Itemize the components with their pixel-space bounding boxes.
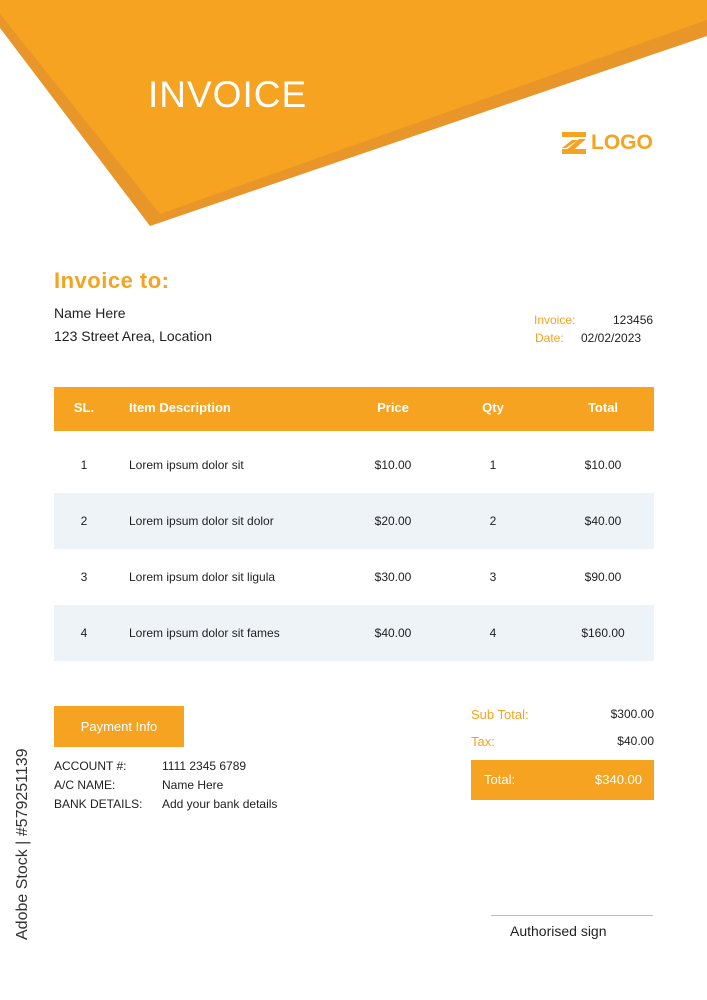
invoice-date-value: 02/02/2023 [581, 331, 642, 345]
total-label: Total: [484, 772, 516, 787]
row-description: Lorem ipsum dolor sit [129, 458, 244, 472]
invoice-number-label: Invoice: [534, 313, 576, 327]
table-row: 4 Lorem ipsum dolor sit fames $40.00 4 $160.00 [54, 605, 654, 661]
account-number-value: 1111 2345 6789 [162, 759, 247, 773]
signature-label: Authorised sign [510, 923, 607, 939]
row-description: Lorem ipsum dolor sit dolor [129, 514, 274, 528]
header-description: Item Description [129, 400, 231, 415]
table-row: 1 Lorem ipsum dolor sit $10.00 1 $10.00 [80, 458, 622, 472]
account-name-value: Name Here [162, 778, 224, 792]
logo-text: LOGO [591, 131, 653, 154]
table-header: SL. Item Description Price Qty Total [54, 387, 654, 431]
subtotal-value: $300.00 [610, 707, 654, 721]
row-description: Lorem ipsum dolor sit ligula [129, 570, 276, 584]
stock-id-label: Adobe Stock | #579251139 [14, 748, 31, 940]
total-box [471, 760, 654, 800]
total-value: $340.00 [595, 772, 642, 787]
tax-label: Tax: [471, 734, 495, 749]
bank-details-label: BANK DETAILS: [54, 797, 143, 811]
client-address: 123 Street Area, Location [54, 328, 212, 344]
account-name-label: A/C NAME: [54, 778, 116, 792]
tax-value: $40.00 [617, 734, 654, 748]
signature-line [491, 915, 653, 916]
invoice-number-row [534, 313, 654, 327]
table-row: 3 Lorem ipsum dolor sit ligula $30.00 3 $90.00 [80, 570, 622, 584]
account-number-label: ACCOUNT #: [54, 759, 127, 773]
invoice-date-row [535, 331, 642, 345]
client-name: Name Here [54, 305, 126, 321]
invoice-date-label: Date: [535, 331, 564, 345]
table-row: 2 Lorem ipsum dolor sit dolor $20.00 2 $40.00 [54, 493, 654, 549]
invoice-number-value: 123456 [613, 313, 654, 327]
payment-info-button[interactable]: Payment Info [54, 706, 184, 747]
invoice-title: INVOICE [148, 74, 308, 115]
header-banner [0, 0, 707, 240]
subtotal-label: Sub Total: [471, 707, 529, 722]
table-body [54, 437, 654, 661]
z-stripes-icon [562, 132, 586, 154]
bank-details-value: Add your bank details [162, 797, 278, 811]
row-description: Lorem ipsum dolor sit fames [129, 626, 280, 640]
invoice-to-label: Invoice to: [54, 268, 170, 293]
logo [562, 131, 653, 155]
